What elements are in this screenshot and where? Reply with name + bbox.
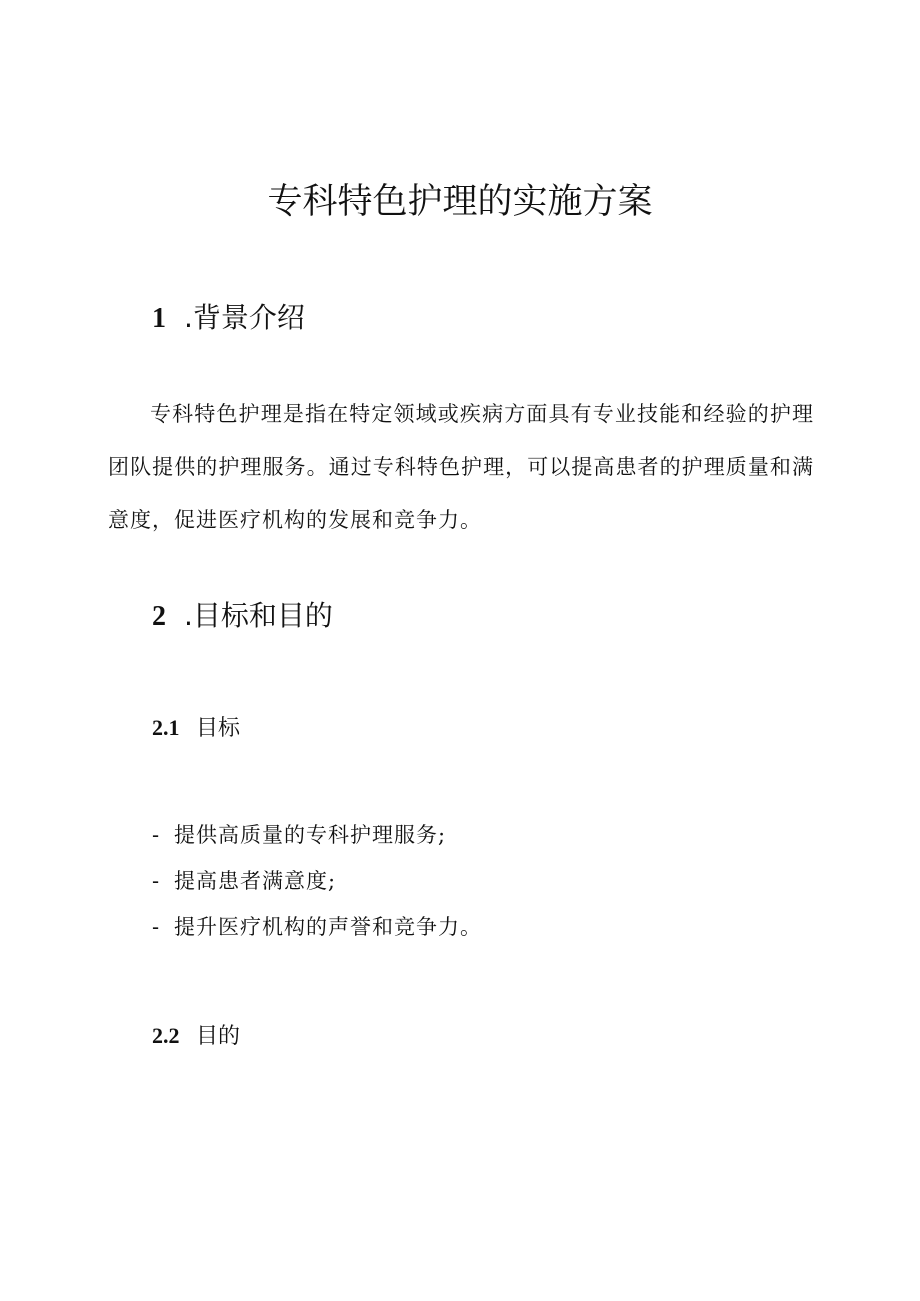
bullet-marker: - <box>152 823 161 847</box>
section-title: .目标和目的 <box>184 599 333 632</box>
list-item-text: 提高患者满意度; <box>174 869 337 893</box>
subsection-number: 2.2 <box>152 1023 180 1048</box>
section-number: 1 <box>152 303 166 334</box>
list-item <box>152 904 482 950</box>
subsection-heading-goal <box>152 712 240 745</box>
section-heading-background <box>152 298 305 339</box>
bullet-marker: - <box>152 915 161 939</box>
subsection-title: 目的 <box>196 1024 241 1049</box>
section-title: .背景介绍 <box>184 301 305 334</box>
section-heading-goals <box>152 596 333 637</box>
document-title: 专科特色护理的实施方案 <box>267 182 653 222</box>
subsection-number: 2.1 <box>152 715 180 740</box>
list-item <box>152 858 482 904</box>
list-item-text: 提供高质量的专科护理服务; <box>174 823 447 847</box>
list-item <box>152 812 482 858</box>
goal-list <box>152 812 482 950</box>
subsection-title: 目标 <box>196 716 241 741</box>
section-number: 2 <box>152 601 166 632</box>
background-paragraph: 专科特色护理是指在特定领域或疾病方面具有专业技能和经验的护理团队提供的护理服务。通过专科特色护理，可以提高患者的护理质量和满意度，促进医疗机构的发展和竞争力。 <box>108 402 814 532</box>
bullet-marker: - <box>152 869 161 893</box>
list-item-text: 提升医疗机构的声誉和竞争力。 <box>174 915 482 939</box>
subsection-heading-purpose <box>152 1020 240 1053</box>
